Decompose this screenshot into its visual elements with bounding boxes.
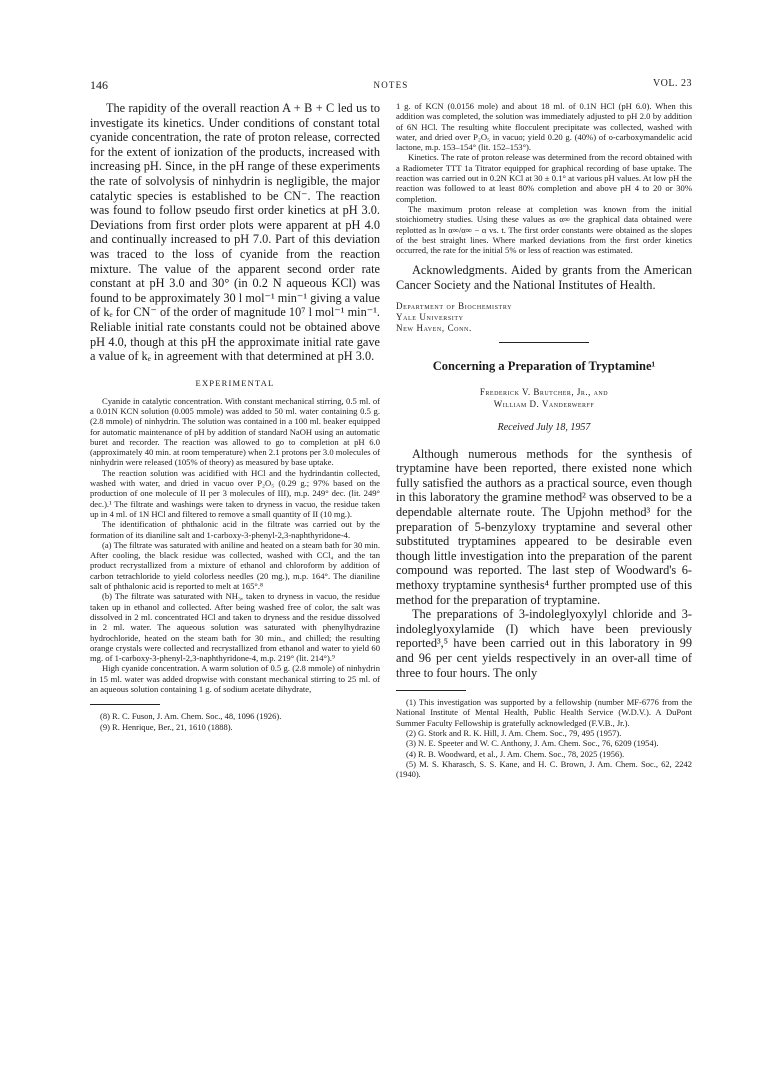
experimental-heading: EXPERIMENTAL	[195, 377, 275, 388]
exp-paragraph-6: High cyanide concentration. A warm solution of 0.5 g. (2.8 mmole) of ninhydrin in 15 ml. water was added dropwise with constant mechanical stirring to 25 ml. of an aqueous solution containing 1 g. of sodium acetate dihydrate,	[90, 663, 380, 694]
exp-paragraph-4: (a) The filtrate was saturated with aniline and heated on a steam bath for 30 min. After cooling, the black residue was collected, washed with CCl₄ and the tan product recrystallized from a mixture of ethanol and chloroform by addition of carbon tetrachloride to yield colorless needles (20 mg.), m.p. 164°. The dianiline salt of phthalonic acid is reported to melt at 165°.⁸	[90, 539, 380, 592]
affiliation-department: Department of Biochemistry	[396, 300, 513, 311]
footnote-9: (9) R. Henrique, Ber., 21, 1610 (1888).	[100, 721, 233, 732]
experimental-continued	[396, 101, 692, 255]
affiliation-city: New Haven, Conn.	[396, 322, 472, 333]
cont-paragraph-1: 1 g. of KCN (0.0156 mole) and about 18 ml. of 0.1N HCl (pH 6.0). When this addition was completed, the solution was immediately adjusted to pH 2.0 by addition of 6N HCl. The resulting white flocculent precipitate was collected, washed with water, and dried over P₂O₅ in vacuo; yield 0.20 g. (40%) of o-carboxymandelic acid lactone, m.p. 153–154° (lit. 152–153°).	[396, 101, 692, 153]
right-column	[396, 101, 692, 780]
affiliation	[396, 301, 692, 334]
left-footnotes	[90, 711, 380, 732]
acknowledgments	[396, 263, 692, 292]
footnote-2: (2) G. Stork and R. K. Hill, J. Am. Chem. Soc., 79, 495 (1957).	[406, 728, 622, 739]
experimental-section	[90, 396, 380, 695]
cont-paragraph-3: The maximum proton release at completion was known from the initial stoichiometry studies. Using these values as α∞ the graphical data obtained were replotted as ln α∞/α∞ − α vs. t. The first order constants were obtained as the slopes of the best straight lines. Where marked deviations from the first order kinetics occurred, the rate for the initial 5% or less of reaction was estimated.	[396, 203, 692, 256]
right-footnotes	[396, 697, 692, 779]
affiliation-university: Yale University	[396, 311, 464, 322]
footnote-8: (8) R. C. Fuson, J. Am. Chem. Soc., 48, 1096 (1926).	[100, 711, 282, 722]
body-paragraph-2: The preparations of 3-indoleglyoxylyl chloride and 3-indoleglyoxylamide (I) which have been previously reported³,⁵ have been carried out in this laboratory in 99 and 96 per cent yields respectively in an over-all time of three to four hours. The only	[396, 607, 692, 680]
footnote-5: (5) M. S. Kharasch, S. S. Kane, and H. C. Brown, J. Am. Chem. Soc., 62, 2242 (1940).	[396, 758, 692, 780]
kinetics-discussion	[90, 101, 380, 364]
author-1: Frederick V. Brutcher, Jr., and	[479, 386, 609, 397]
article-separator	[499, 342, 589, 343]
body-paragraph-1: Although numerous methods for the synthesis of tryptamine have been reported, there existed none which fully satisfied the authors as a practical source, even though in this laboratory the gramine method² was observed to be a dependable alternate route. The Upjohn method³ for the preparation of 5-benzyloxy tryptamine and several other substituted tryptamines appeared to be desirable even though little investigation into the preparation of the parent compound was reported. The last step of Woodward's 6-methoxy tryptamine synthesis⁴ further prompted use of this method for the preparation of tryptamine.	[396, 446, 692, 607]
page-header	[90, 78, 692, 96]
exp-paragraph-1: Cyanide in catalytic concentration. With constant mechanical stirring, 0.5 ml. of a 0.01N KCN solution (0.005 mmole) was added to 50 ml. water containing 0.5 g. (2.8 mmole) of ninhydrin. The solution was contained in a 100 ml. beaker equipped for automatic maintenance of pH by addition of standard NaOH using an automatic buret and recorder. The reaction was allowed to go to completion at pH 6.0 (approximately 40 min. at room temperature) when 2.1 protons per 3.0 molecules of ninhydrin were released (105% of theory) as measured by base uptake.	[90, 395, 380, 468]
article-body	[396, 447, 692, 681]
exp-paragraph-5: (b) The filtrate was saturated with NH₃, taken to dryness in vacuo, the residue taken up in ethanol and collected. After being washed free of color, the salt was dissolved in 2 ml. concentrated HCl and taken to dryness and the residue dissolved in 2 ml. water. The aqueous solution was saturated with phenylhydrazine hydrochloride, heated on the steam bath for 30 min., and chilled; the resulting orange crystals were collected and recrystallized from ethanol and water to yield 60 mg. of 1-carboxy-3-phenyl-2,3-naphthyridone-4, m.p. 219° (lit. 214°).⁹	[90, 591, 380, 664]
exp-paragraph-2: The reaction solution was acidified with HCl and the hydrindantin collected, washed with water, and dried in vacuo over P₂O₅ (0.29 g.; 97% based on the production of one molecule of II per 3 molecules of III), m.p. 249° dec. (lit. 249° dec.).¹ The filtrate and washings were taken to dryness in vacuo, the residue taken up in 4 ml. of 1N HCl and filtered to remove a small quantity of II (10 mg.).	[90, 467, 380, 519]
footnote-rule	[90, 704, 160, 705]
running-title: NOTES	[373, 80, 409, 90]
received-date: Received July 18, 1957	[497, 421, 591, 433]
page-number: 146	[90, 78, 108, 92]
acknowledgments-text: Acknowledgments. Aided by grants from the American Cancer Society and the National Institutes of Health.	[396, 263, 692, 293]
intro-paragraph: The rapidity of the overall reaction A + B + C led us to investigate its kinetics. Under conditions of constant total cyanide concentration, the rate of proton release, corrected for the extent of ionization of the products, increased with increasing pH. Since, in the pH range of these experiments the rate of solvolysis of ninhydrin is negligible, the major catalytic species is established to be CN⁻. The reaction was found to follow pseudo first order kinetics at pH 3.0. Deviations from first order plots were apparent at pH 4.0 and continually increased to pH 7.0. Part of this deviation was traced to the loss of cyanide from the reaction mixture. The value of the apparent second order rate constant at pH 3.0 and 30° (in 0.2 N aqueous KCl) was found to be approximately 30 l mol⁻¹ min⁻¹ giving a value of kₑ for CN⁻ of the order of magnitude 10⁷ l mol⁻¹ min⁻¹. Reliable initial rate constants could not be obtained above pH 4.0, though at this pH the approximate initial rate gave a value of kₑ in agreement with that determined at pH 3.0.	[90, 101, 380, 364]
article-title: Concerning a Preparation of Tryptamine¹	[432, 358, 656, 373]
left-column	[90, 101, 380, 732]
exp-paragraph-3: The identification of phthalonic acid in the filtrate was carried out by the formation of its dianiline salt and 1-carboxy-3-phenyl-2,3-naphthyridone-4.	[90, 519, 380, 540]
authors	[396, 386, 692, 410]
footnote-4: (4) R. B. Woodward, et al., J. Am. Chem. Soc., 78, 2025 (1956).	[406, 748, 625, 759]
volume-label: VOL. 23	[652, 78, 692, 89]
footnote-3: (3) N. E. Speeter and W. C. Anthony, J. Am. Chem. Soc., 76, 6209 (1954).	[406, 738, 659, 749]
author-2: William D. Vanderwerff	[493, 398, 595, 409]
footnote-rule	[396, 690, 466, 691]
cont-paragraph-2: Kinetics. The rate of proton release was determined from the record obtained with a Radiometer TTT 1a Titrator equipped for graphical recording of base uptake. The reaction was carried out in 0.2N KCl at 30 ± 0.1° at various pH values. At low pH the reaction was followed to at least 80% completion and above pH 4 to 20 or 30% completion.	[396, 152, 692, 204]
footnote-1: (1) This investigation was supported by a fellowship (number MF-6776 from the National Institute of Mental Health, Public Health Service (W.D.V.). A DuPont Summer Faculty Fellowship is gratefully acknowledged (F.V.B., Jr.).	[396, 697, 692, 728]
